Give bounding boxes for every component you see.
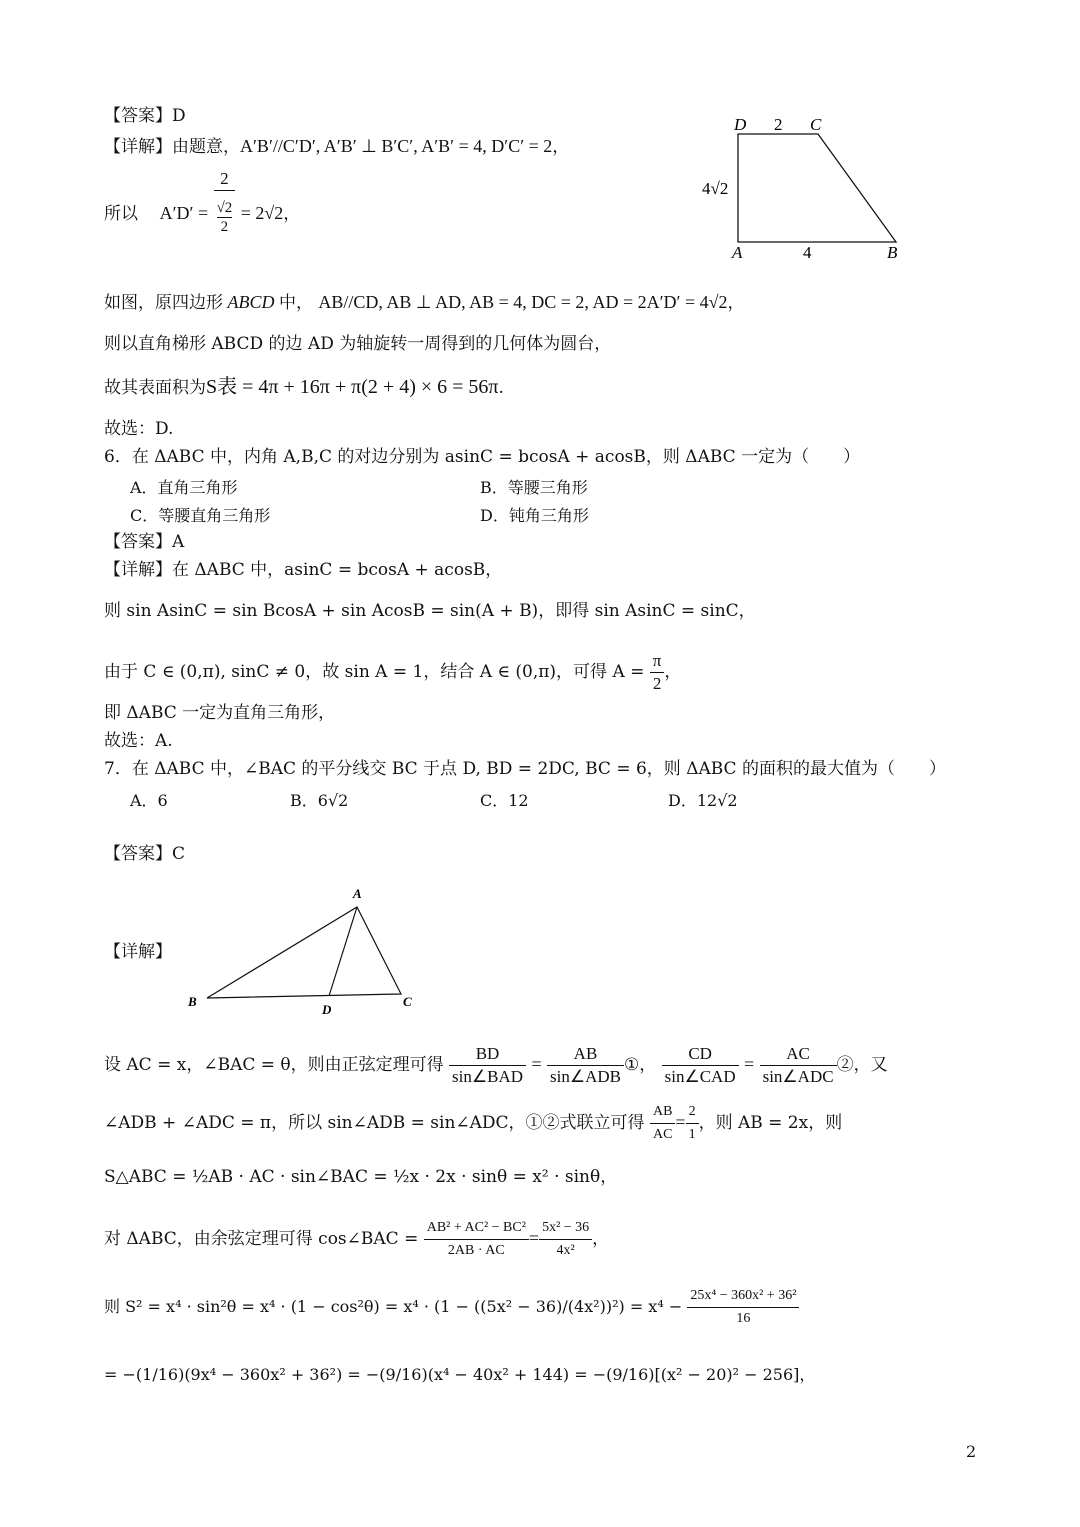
line-7a-text: 设 AC = x，∠BAC = θ，则由正弦定理可得 — [104, 1055, 444, 1075]
trapezoid-figure — [700, 112, 910, 262]
detail-6: 【详解】在 ΔABC 中，asinC = bcosA + acosB， — [104, 560, 503, 580]
frac-cd-den: sin∠CAD — [664, 1067, 736, 1086]
pi-over-2 — [650, 650, 665, 695]
label-bottom: 4 — [803, 243, 812, 262]
q6-option-d: D．钝角三角形 — [480, 506, 589, 525]
label-C: C — [810, 115, 822, 134]
rotate-line: 则以直角梯形 ABCD 的边 AD 为轴旋转一周得到的几何体为圆台， — [104, 334, 612, 354]
frac-ab-num: AB — [547, 1043, 624, 1066]
tri-label-A: A — [353, 886, 362, 901]
circle-2: ②，又 — [836, 1055, 888, 1075]
line-7b-tail: ，则 AB = 2x，则 — [698, 1113, 843, 1133]
frac-ab — [547, 1043, 624, 1088]
frac-den-num: √2 — [216, 200, 233, 216]
line-7d-text: 对 ΔABC，由余弦定理可得 cos∠BAC = — [104, 1229, 419, 1249]
answer-5: 【答案】D — [104, 106, 186, 126]
surface-text: 故其表面积为 — [104, 378, 206, 398]
frac-cos-den: 2AB · AC — [447, 1243, 505, 1258]
detail-7: 【详解】 — [104, 942, 172, 962]
frac-cos — [424, 1217, 529, 1262]
so-lhs: A′D′ = — [159, 203, 209, 223]
question-7: 7．在 ΔABC 中，∠BAC 的平分线交 BC 于点 D, BD = 2DC, BC = 6，则 ΔABC 的面积的最大值为（ ） — [104, 759, 946, 779]
frac-cd — [662, 1043, 739, 1088]
so-line: 所以 A′D′ = $\frac{2}{\frac{√2}{2}}$ = 2√2， — [104, 168, 300, 261]
frac-cd-num: CD — [662, 1043, 739, 1066]
label-B: B — [887, 243, 898, 262]
fig-line: 如图，原四边形 ABCD 中， AB//CD, AB ⊥ AD, AB = 4, DC = 2, AD = 2A′D′ = 4√2， — [104, 292, 745, 313]
frac-bd-den: sin∠BAD — [452, 1067, 524, 1086]
tri-label-B: B — [188, 994, 197, 1009]
choose-6: 故选：A. — [104, 731, 173, 751]
label-top: 2 — [774, 115, 783, 134]
frac-cos2-den: 4x² — [556, 1243, 575, 1258]
label-left: 4√2 — [702, 179, 729, 198]
frac-cos-num: AB² + AC² − BC² — [424, 1217, 529, 1240]
line-6b-text: 由于 C ∈ (0,π), sinC ≠ 0，故 sin A = 1，结合 A ∈ (0,π)，可得 A = — [104, 662, 645, 682]
answer-6: 【答案】A — [104, 532, 185, 552]
question-6: 6．在 ΔABC 中，内角 A,B,C 的对边分别为 asinC = bcosA + acosB，则 ΔABC 一定为（ ） — [104, 447, 861, 467]
fig-text1: 如图，原四边形 — [104, 293, 223, 313]
line-6c: 即 ΔABC 一定为直角三角形， — [104, 703, 336, 723]
q7-option-b: B．6√2 — [290, 791, 349, 810]
q6-option-b: B．等腰三角形 — [480, 478, 588, 497]
surface-math: S表 = 4π + 16π + π(2 + 4) × 6 = 56π — [206, 376, 499, 398]
frac-2-1-den: 1 — [688, 1127, 696, 1142]
tri-label-C: C — [403, 994, 412, 1009]
frac-ac-den: sin∠ADC — [762, 1067, 834, 1086]
surface-line: 故其表面积为S表 = 4π + 16π + π(2 + 4) × 6 = 56π. — [104, 376, 504, 398]
label-D: D — [734, 115, 747, 134]
frac-2-1-num: 2 — [686, 1101, 699, 1124]
circle-1: ①， — [623, 1055, 657, 1075]
line-7f: = −(1/16)(9x⁴ − 360x² + 36²) = −(9/16)(x⁴ − 40x² + 144) = −(9/16)[(x² − 20)² − 256]， — [104, 1365, 816, 1384]
frac-s2-den: 16 — [736, 1311, 751, 1326]
frac-bd — [449, 1043, 526, 1088]
fig-math: AB//CD, AB ⊥ AD, AB = 4, DC = 2, AD = 2A′D′ = 4√2 — [318, 292, 728, 312]
line-6b: 由于 C ∈ (0,π), sinC ≠ 0，故 sin A = 1，结合 A ∈ (0,π)，可得 A = $\frac{\pi}{2}$ ， — [104, 651, 682, 693]
tri-label-D: D — [322, 1002, 332, 1017]
line-7d: 对 ΔABC，由余弦定理可得 cos∠BAC = $\frac{\text{AB² + AC² − BC²}}{2AB \cdot AC}$ = $\frac{\text{5x² − 36}}{\text{4x²}}$ ， — [104, 1214, 609, 1263]
line-7a: 设 AC = x，∠BAC = θ，则由正弦定理可得 $\frac{BD}{\text{sin∠BAD}}$ = $\frac{AB}{\text{sin∠ADB}}$ ①， $\frac{CD}{\text{sin∠CAD}}$ = $\frac{AC}{\text{sin∠ADC}}$ ②，又 — [104, 1044, 888, 1086]
line-7b: ∠ADB + ∠ADC = π，所以 sin∠ADB = sin∠ADC，①②式联立可得 $\frac{AB}{AC}$ = $\frac{2}{1}$ ，则 AB = 2x，则 — [104, 1100, 842, 1146]
frac-den — [214, 199, 236, 236]
line-7c: S△ABC = ½AB · AC · sin∠BAC = ½x · 2x · sinθ = x² · sinθ， — [104, 1167, 618, 1187]
frac-s2 — [687, 1285, 799, 1330]
frac-bd-num: BD — [449, 1043, 526, 1066]
fig-text2: 中， — [279, 293, 313, 313]
frac-ac-num: AC — [760, 1043, 837, 1066]
frac-ab-ac-den: AC — [652, 1127, 673, 1142]
detail-text: 由题意， — [172, 137, 240, 157]
page-number: 2 — [966, 1442, 977, 1461]
frac-ab-den: sin∠ADB — [550, 1067, 621, 1086]
pi-den: 2 — [652, 674, 662, 693]
so-rhs: = 2√2 — [240, 203, 284, 223]
choose-5: 故选：D. — [104, 419, 174, 439]
q6-option-c: C．等腰直角三角形 — [130, 506, 271, 525]
frac-ac — [760, 1043, 837, 1088]
frac-cos2-num: 5x² − 36 — [539, 1217, 592, 1240]
frac-ab-ac — [650, 1101, 675, 1146]
label-A: A — [732, 243, 743, 262]
nested-fraction — [214, 168, 236, 261]
frac-2-1 — [686, 1101, 699, 1146]
triangle-figure — [180, 880, 430, 1020]
line-6a: 则 sin AsinC = sin BcosA + sin AcosB = sin(A + B)，即得 sin AsinC = sinC， — [104, 601, 756, 621]
detail-5-line: 【详解】由题意，A′B′//C′D′, A′B′ ⊥ B′C′, A′B′ = 4, D′C′ = 2， — [104, 136, 570, 157]
q7-option-d: D．12√2 — [668, 791, 738, 810]
answer-7: 【答案】C — [104, 844, 186, 864]
pi-num: π — [650, 650, 665, 673]
frac-cos2 — [539, 1217, 592, 1262]
frac-den-den: 2 — [220, 219, 229, 235]
frac-ab-ac-num: AB — [650, 1101, 675, 1124]
line-7b-text: ∠ADB + ∠ADC = π，所以 sin∠ADB = sin∠ADC，①②式联立可得 — [104, 1113, 645, 1133]
line-7e — [104, 1283, 799, 1331]
q7-option-a: A．6 — [130, 791, 168, 810]
line-7e-text: 则 S² = x⁴ · sin²θ = x⁴ · (1 − cos²θ) = x⁴ · (1 − ((5x² − 36)/(4x²))²) = x⁴ − — [104, 1297, 683, 1316]
q6-option-a: A．直角三角形 — [130, 478, 238, 497]
frac-s2-num: 25x⁴ − 360x² + 36² — [687, 1285, 799, 1308]
detail-label: 【详解】 — [104, 137, 172, 157]
q7-option-c: C．12 — [480, 791, 529, 810]
detail-math: A′B′//C′D′, A′B′ ⊥ B′C′, A′B′ = 4, D′C′ = 2 — [240, 136, 553, 156]
so-label: 所以 — [104, 204, 138, 224]
frac-num: 2 — [214, 168, 236, 191]
